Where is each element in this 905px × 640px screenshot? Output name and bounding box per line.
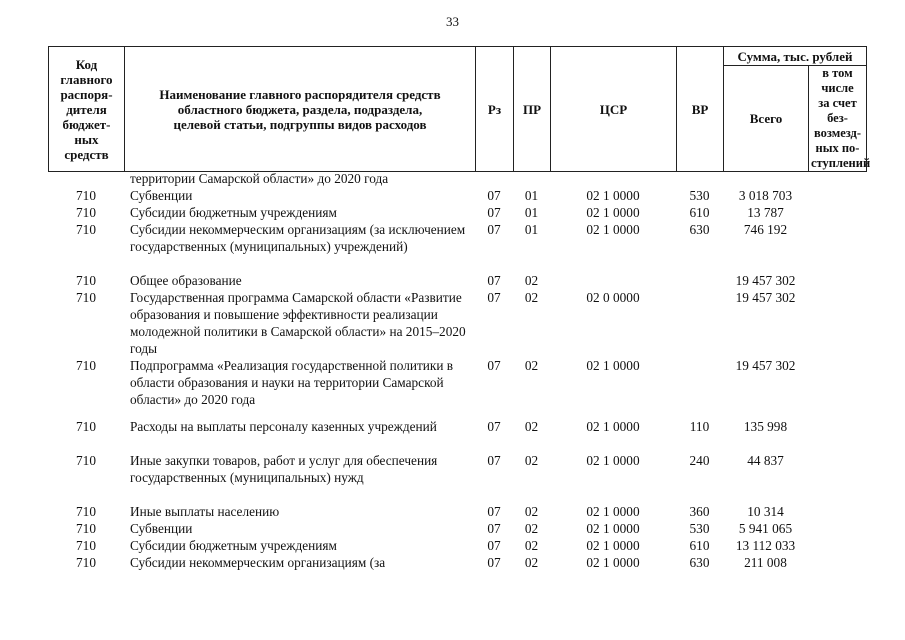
cell-code: 710 bbox=[76, 555, 96, 570]
cell-rz: 07 bbox=[487, 419, 501, 434]
cell-total: 19 457 302 bbox=[735, 358, 796, 373]
cell-code: 710 bbox=[76, 273, 96, 288]
cell-code: 710 bbox=[76, 453, 96, 468]
cell-csr: 02 1 0000 bbox=[586, 453, 640, 468]
cell-rz: 07 bbox=[487, 205, 501, 220]
table-body bbox=[48, 170, 866, 571]
header-csr: ЦСР bbox=[551, 47, 677, 172]
cell-vr: 360 bbox=[689, 504, 710, 519]
cell-name: Иные закупки товаров, работ и услуг для обеспечения государственных (муниципальных) нужд bbox=[130, 453, 438, 485]
header-rz: Рз bbox=[476, 47, 514, 172]
cell-name: Общее образование bbox=[130, 273, 242, 288]
table-row bbox=[48, 221, 866, 272]
table-row bbox=[48, 170, 866, 187]
cell-name: Субвенции bbox=[130, 521, 193, 536]
cell-vr: 110 bbox=[689, 419, 710, 434]
table-row bbox=[48, 418, 866, 452]
cell-csr: 02 0 0000 bbox=[586, 290, 640, 305]
cell-rz: 07 bbox=[487, 453, 501, 468]
cell-name: Субсидии бюджетным учреждениям bbox=[130, 538, 337, 553]
cell-vr: 530 bbox=[689, 188, 710, 203]
cell-rz: 07 bbox=[487, 521, 501, 536]
cell-name: Субсидии бюджетным учреждениям bbox=[130, 205, 337, 220]
cell-rz: 07 bbox=[487, 273, 501, 288]
cell-csr: 02 1 0000 bbox=[586, 205, 640, 220]
cell-pr: 02 bbox=[524, 453, 539, 468]
cell-pr: 02 bbox=[524, 555, 539, 570]
header-name: Наименование главного распорядителя средств областного бюджета, раздела, подраздела, целевой статьи, подгруппы видов расходов bbox=[125, 47, 476, 172]
cell-total: 13 112 033 bbox=[735, 538, 796, 553]
cell-total: 135 998 bbox=[743, 419, 788, 434]
cell-total: 211 008 bbox=[744, 555, 787, 570]
cell-pr: 02 bbox=[524, 538, 539, 553]
cell-vr: 530 bbox=[689, 521, 710, 536]
cell-vr: 610 bbox=[689, 205, 710, 220]
table-row bbox=[48, 452, 866, 503]
header-code: Код главного распоря- дителя бюджет- ных средств bbox=[49, 47, 125, 172]
table-row bbox=[48, 204, 866, 221]
header-incl: в том числе за счет без- возмезд- ных по- ступлений bbox=[809, 66, 867, 172]
cell-name: Иные выплаты населению bbox=[130, 504, 280, 519]
cell-rz: 07 bbox=[487, 555, 501, 570]
cell-pr: 02 bbox=[524, 358, 539, 373]
page-number: 33 bbox=[446, 14, 459, 29]
header-vr: ВР bbox=[677, 47, 724, 172]
cell-name: территории Самарской области» до 2020 года bbox=[130, 171, 389, 186]
cell-name: Субвенции bbox=[130, 188, 193, 203]
table-row bbox=[48, 272, 866, 289]
cell-total: 3 018 703 bbox=[738, 188, 793, 203]
table-row bbox=[48, 520, 866, 537]
header-pr: ПР bbox=[514, 47, 551, 172]
cell-total: 5 941 065 bbox=[738, 521, 793, 536]
cell-csr: 02 1 0000 bbox=[586, 504, 640, 519]
cell-rz: 07 bbox=[487, 358, 501, 373]
table-header bbox=[48, 46, 871, 172]
table-row bbox=[48, 289, 866, 357]
cell-csr: 02 1 0000 bbox=[586, 521, 640, 536]
cell-vr: 630 bbox=[689, 555, 710, 570]
cell-pr: 01 bbox=[524, 188, 539, 203]
cell-rz: 07 bbox=[487, 504, 501, 519]
header-total: Всего bbox=[724, 66, 809, 172]
cell-pr: 01 bbox=[524, 222, 539, 237]
cell-vr: 630 bbox=[689, 222, 710, 237]
cell-total: 13 787 bbox=[747, 205, 784, 220]
cell-vr: 240 bbox=[689, 453, 710, 468]
table-row bbox=[48, 357, 866, 418]
cell-code: 710 bbox=[76, 504, 96, 519]
cell-total: 746 192 bbox=[743, 222, 788, 237]
table-row bbox=[48, 503, 866, 520]
header-sum: Сумма, тыс. рублей bbox=[724, 47, 867, 66]
cell-code: 710 bbox=[76, 538, 96, 553]
cell-code: 710 bbox=[76, 188, 96, 203]
table-row bbox=[48, 554, 866, 571]
cell-name: Субсидии некоммерческим организациям (за исключением государственных (муниципальных) учреждений) bbox=[130, 222, 466, 254]
cell-csr: 02 1 0000 bbox=[586, 538, 640, 553]
cell-code: 710 bbox=[76, 222, 96, 237]
cell-name: Подпрограмма «Реализация государственной политики в области образования и науки на территории Самарской области» до 2020 года bbox=[130, 358, 454, 407]
cell-name: Субсидии некоммерческим организациям (за bbox=[130, 555, 386, 570]
cell-code: 710 bbox=[76, 358, 96, 373]
cell-code: 710 bbox=[76, 205, 96, 220]
cell-total: 19 457 302 bbox=[735, 273, 796, 288]
cell-pr: 01 bbox=[524, 205, 539, 220]
cell-code: 710 bbox=[76, 419, 96, 434]
cell-pr: 02 bbox=[524, 521, 539, 536]
cell-csr: 02 1 0000 bbox=[586, 222, 640, 237]
cell-pr: 02 bbox=[524, 290, 539, 305]
cell-pr: 02 bbox=[524, 419, 539, 434]
cell-code: 710 bbox=[76, 290, 96, 305]
cell-pr: 02 bbox=[524, 273, 539, 288]
cell-total: 10 314 bbox=[747, 504, 784, 519]
cell-vr: 610 bbox=[689, 538, 710, 553]
cell-pr: 02 bbox=[524, 504, 539, 519]
cell-rz: 07 bbox=[487, 538, 501, 553]
cell-code: 710 bbox=[76, 521, 96, 536]
cell-rz: 07 bbox=[487, 188, 501, 203]
cell-name: Расходы на выплаты персоналу казенных учреждений bbox=[130, 419, 437, 434]
cell-total: 19 457 302 bbox=[735, 290, 796, 305]
table-row bbox=[48, 537, 866, 554]
cell-csr: 02 1 0000 bbox=[586, 419, 640, 434]
cell-csr: 02 1 0000 bbox=[586, 555, 640, 570]
cell-rz: 07 bbox=[487, 290, 501, 305]
cell-csr: 02 1 0000 bbox=[586, 188, 640, 203]
cell-total: 44 837 bbox=[747, 453, 784, 468]
cell-rz: 07 bbox=[487, 222, 501, 237]
cell-csr: 02 1 0000 bbox=[586, 358, 640, 373]
cell-name: Государственная программа Самарской области «Развитие образования и повышение эффективности реализации молодежной политики в Самарской области» на 2015–2020 годы bbox=[130, 290, 466, 356]
table-row bbox=[48, 187, 866, 204]
